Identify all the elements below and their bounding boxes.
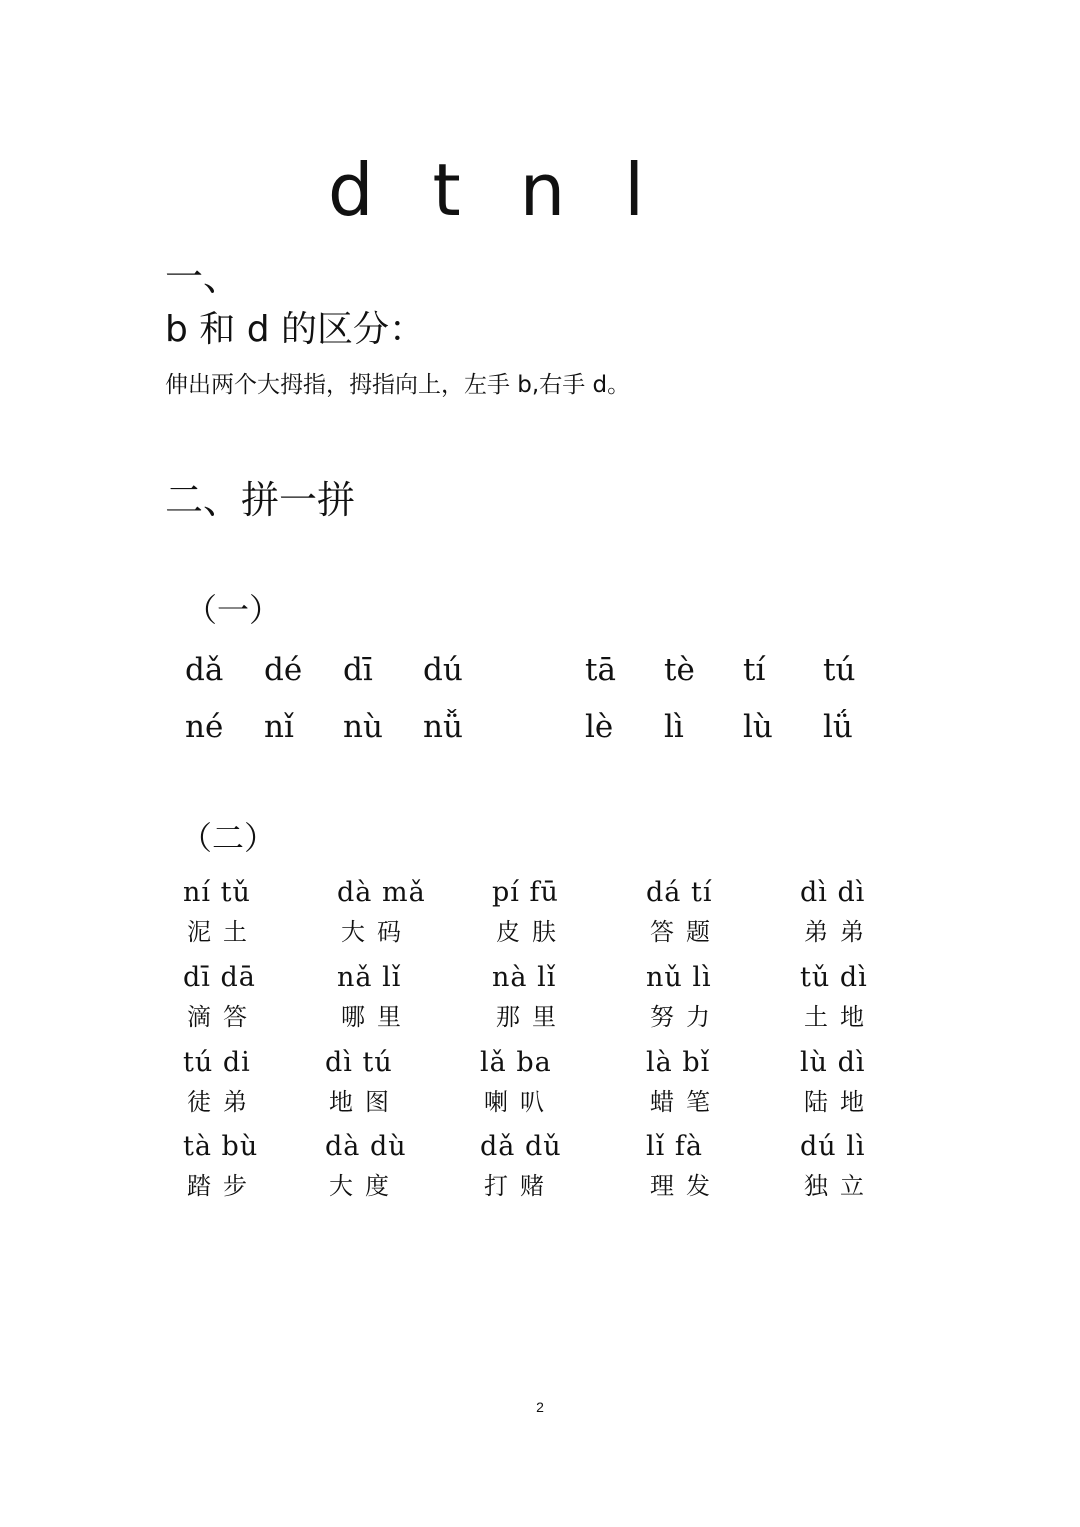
syllable: tú xyxy=(823,652,856,688)
word-hanzi: 答题 xyxy=(650,918,722,946)
word-hanzi: 皮肤 xyxy=(496,918,568,946)
part-1-label: （一） xyxy=(185,591,282,629)
word-hanzi: 徒弟 xyxy=(187,1088,259,1116)
word-pinyin: dì tú xyxy=(325,1047,393,1078)
word-hanzi: 泥土 xyxy=(187,918,259,946)
section-2-heading: 二、拼一拼 xyxy=(165,478,356,522)
section-1-number: 一、 xyxy=(165,255,242,299)
word-pinyin: lǐ fà xyxy=(646,1131,703,1162)
word-hanzi: 喇叭 xyxy=(484,1088,556,1116)
syllable: dī xyxy=(343,652,373,688)
syllable: nǐ xyxy=(264,709,294,745)
word-hanzi: 那里 xyxy=(496,1003,568,1031)
word-pinyin: là bǐ xyxy=(646,1047,711,1078)
word-item xyxy=(800,877,950,947)
word-pinyin: dà mǎ xyxy=(337,877,426,908)
syllable: dé xyxy=(264,652,303,688)
word-item xyxy=(646,877,796,947)
word-item xyxy=(183,877,333,947)
word-pinyin: dà dù xyxy=(325,1131,407,1162)
word-pinyin: tú di xyxy=(183,1047,251,1078)
syllable: lè xyxy=(585,709,614,745)
word-hanzi: 土地 xyxy=(804,1003,876,1031)
part-2-label: （二） xyxy=(180,819,277,857)
word-pinyin: dǎ dǔ xyxy=(480,1131,562,1162)
section-1-heading: b 和 d 的区分： xyxy=(165,309,426,350)
syllable: tí xyxy=(743,652,766,688)
section-1-description: 伸出两个大拇指，拇指向上，左手 b,右手 d。 xyxy=(165,372,631,398)
word-hanzi: 踏步 xyxy=(187,1172,259,1200)
word-pinyin: nǔ lì xyxy=(646,962,712,993)
word-hanzi: 独立 xyxy=(804,1172,876,1200)
word-pinyin: tǔ dì xyxy=(800,962,868,993)
word-item xyxy=(492,962,642,1032)
word-item xyxy=(183,962,333,1032)
word-item xyxy=(183,1047,333,1117)
syllable: né xyxy=(185,709,224,745)
syllable: dǎ xyxy=(185,652,224,688)
word-hanzi: 陆地 xyxy=(804,1088,876,1116)
word-item xyxy=(337,877,487,947)
word-pinyin: dì dì xyxy=(800,877,866,908)
word-item xyxy=(325,1131,475,1201)
syllable: nù xyxy=(343,709,383,745)
word-hanzi: 弟弟 xyxy=(804,918,876,946)
word-pinyin: nà lǐ xyxy=(492,962,557,993)
word-item xyxy=(325,1047,475,1117)
syllable: lǘ xyxy=(823,709,853,745)
word-item xyxy=(480,1131,630,1201)
word-pinyin: dī dā xyxy=(183,962,256,993)
word-item xyxy=(800,1131,950,1201)
word-item xyxy=(800,1047,950,1117)
word-item xyxy=(183,1131,333,1201)
word-hanzi: 努力 xyxy=(650,1003,722,1031)
word-hanzi: 地图 xyxy=(329,1088,401,1116)
word-item xyxy=(800,962,950,1032)
syllable: tā xyxy=(585,652,616,688)
word-item xyxy=(646,1131,796,1201)
word-pinyin: pí fū xyxy=(492,877,559,908)
word-item xyxy=(646,962,796,1032)
word-pinyin: lù dì xyxy=(800,1047,866,1078)
syllable: lù xyxy=(743,709,773,745)
syllable: tè xyxy=(664,652,695,688)
word-hanzi: 打赌 xyxy=(484,1172,556,1200)
word-hanzi: 理发 xyxy=(650,1172,722,1200)
word-hanzi: 滴答 xyxy=(187,1003,259,1031)
syllable: dú xyxy=(423,652,463,688)
word-pinyin: dá tí xyxy=(646,877,713,908)
word-item xyxy=(492,877,642,947)
word-hanzi: 大码 xyxy=(341,918,413,946)
word-pinyin: nǎ lǐ xyxy=(337,962,402,993)
word-pinyin: tà bù xyxy=(183,1131,259,1162)
word-hanzi: 大度 xyxy=(329,1172,401,1200)
page-number: 2 xyxy=(536,1399,544,1415)
syllable: lì xyxy=(664,709,684,745)
word-pinyin: dú lì xyxy=(800,1131,866,1162)
word-hanzi: 哪里 xyxy=(341,1003,413,1031)
word-pinyin: ní tǔ xyxy=(183,877,251,908)
word-item xyxy=(480,1047,630,1117)
word-hanzi: 蜡笔 xyxy=(650,1088,722,1116)
word-pinyin: lǎ ba xyxy=(480,1047,552,1078)
syllable: nǚ xyxy=(423,709,463,745)
page-title: d t n l xyxy=(327,148,663,232)
word-item xyxy=(337,962,487,1032)
word-item xyxy=(646,1047,796,1117)
